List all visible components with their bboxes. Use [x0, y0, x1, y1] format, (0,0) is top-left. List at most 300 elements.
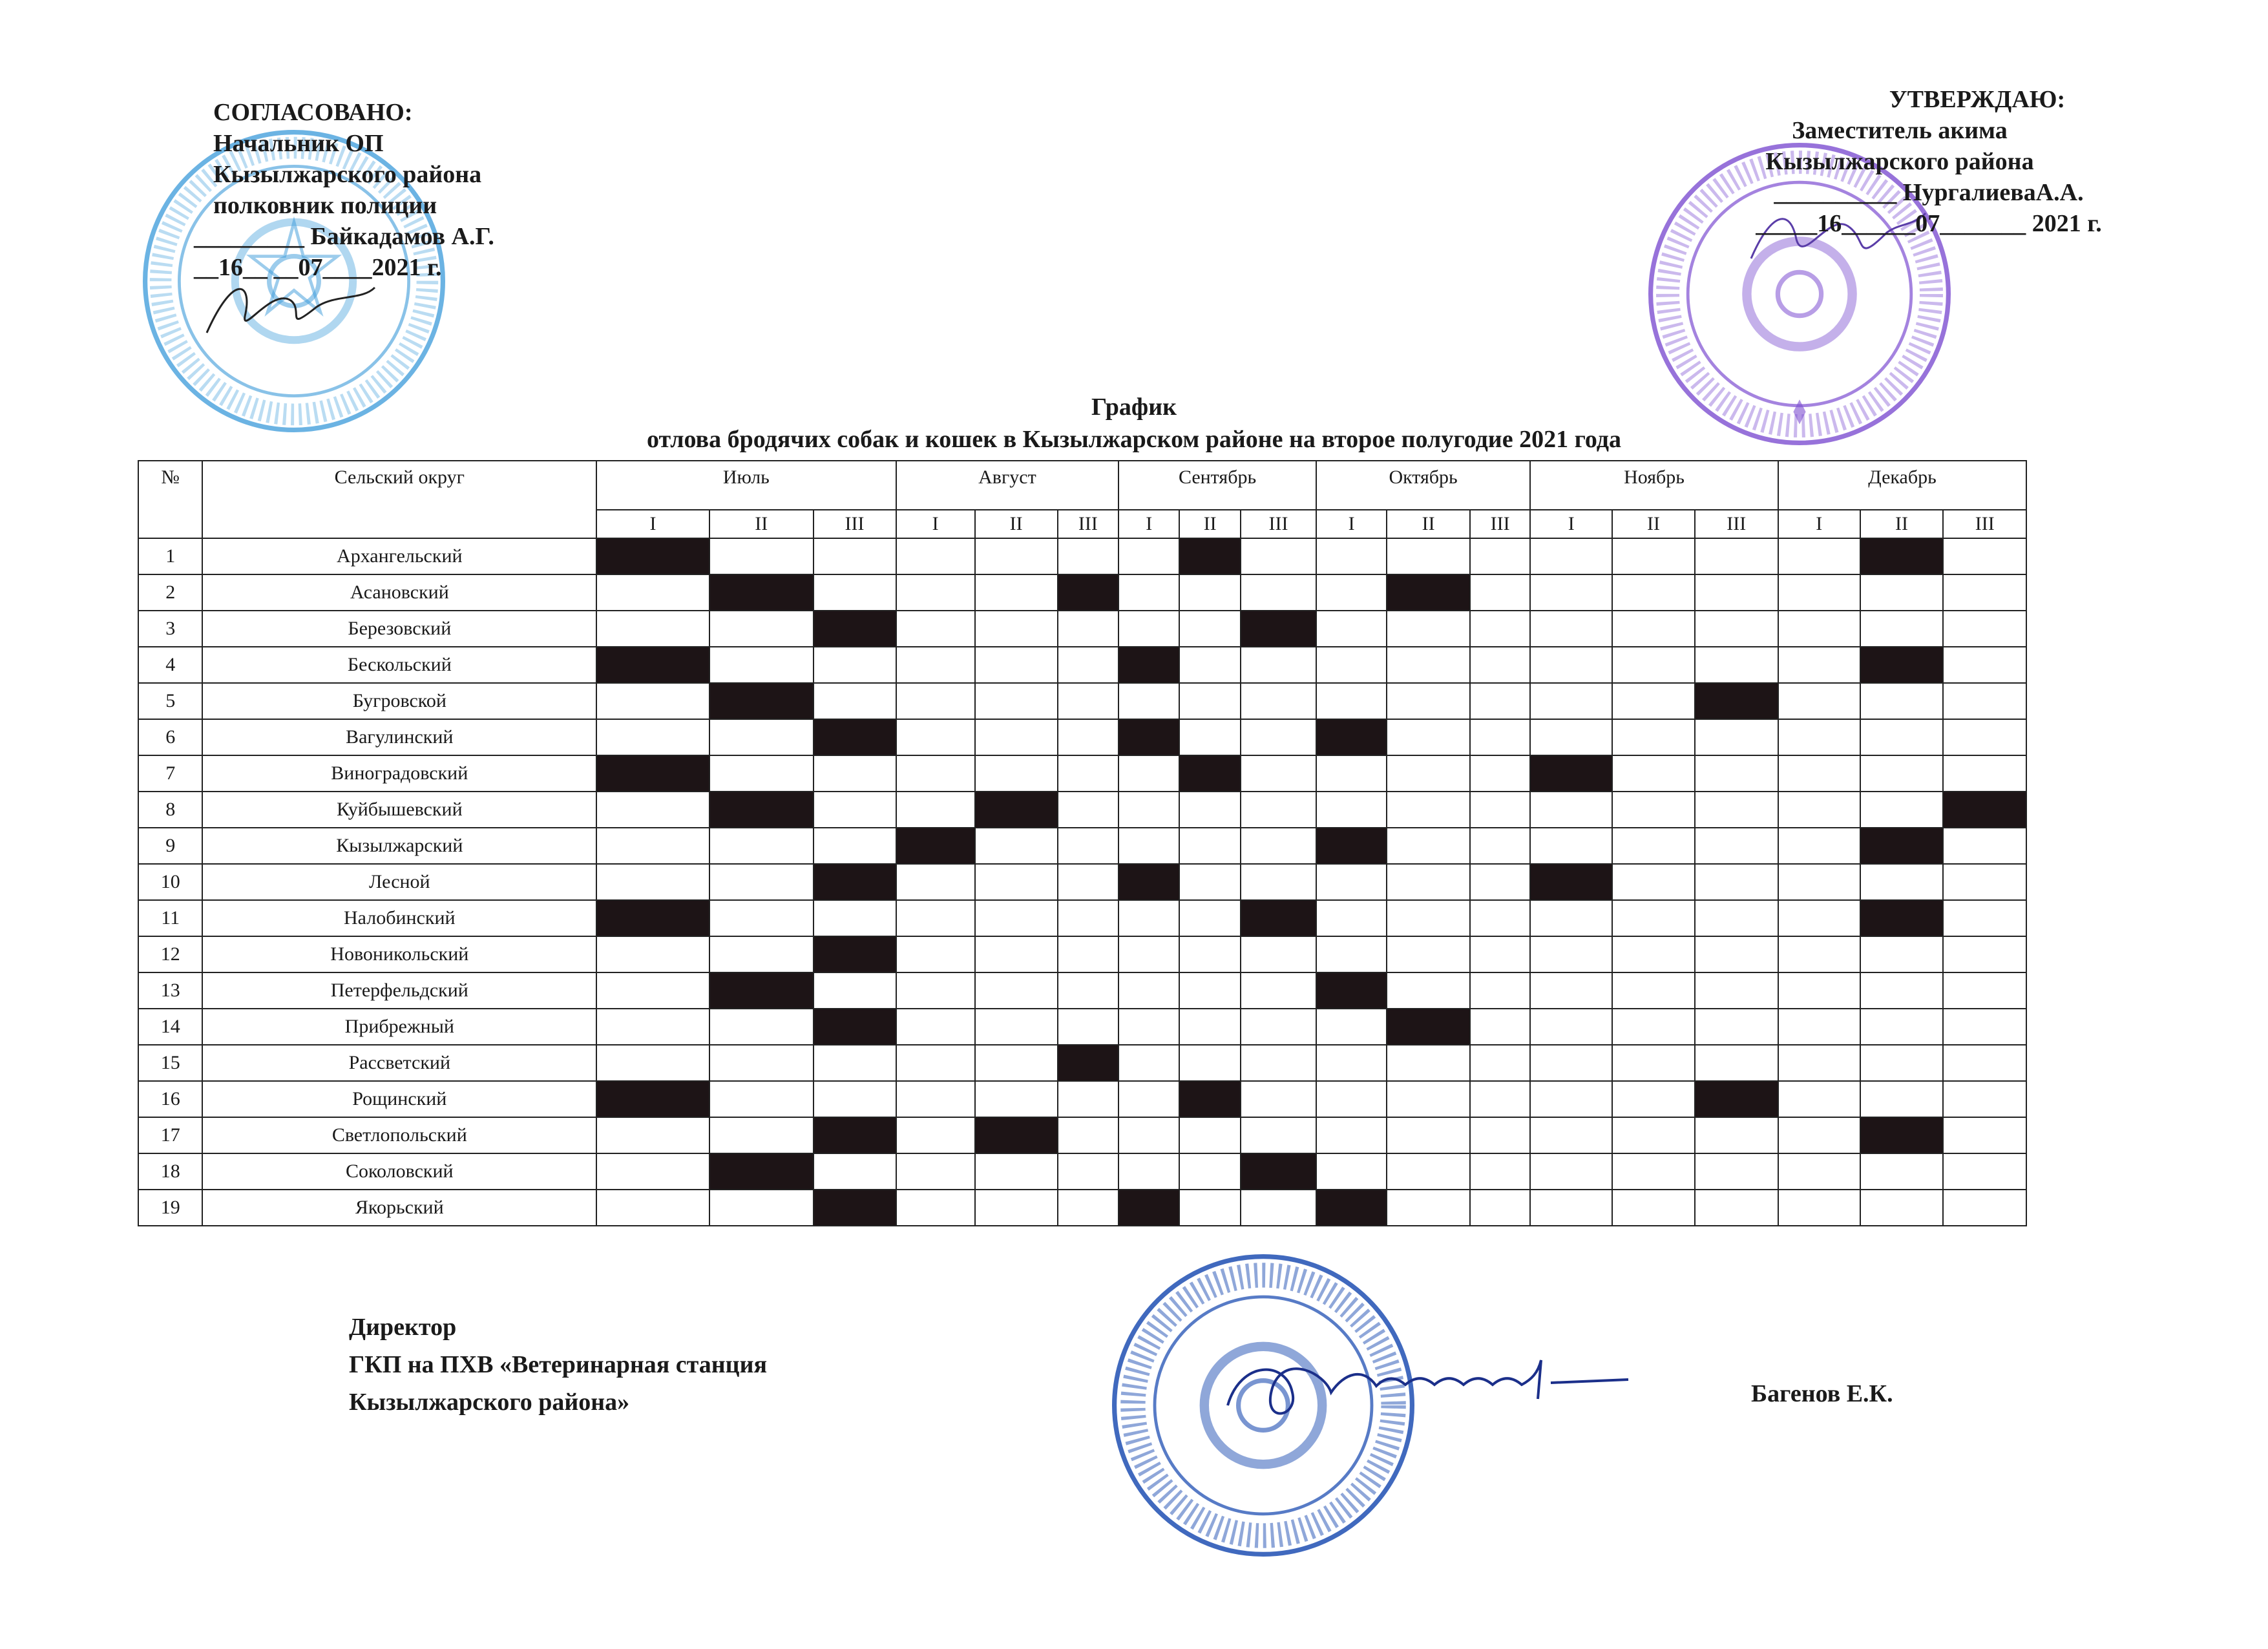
row-number: 10 — [138, 864, 202, 900]
schedule-cell-empty — [896, 538, 975, 574]
schedule-cell-empty — [1058, 972, 1119, 1009]
schedule-cell-empty — [596, 1190, 709, 1226]
schedule-cell-empty — [1778, 792, 1860, 828]
schedule-cell-empty — [1695, 1190, 1778, 1226]
schedule-cell-filled — [814, 1190, 896, 1226]
schedule-cell-empty — [596, 936, 709, 972]
schedule-cell-empty — [975, 647, 1058, 683]
schedule-cell-filled — [1387, 574, 1470, 611]
title-line-1: График — [1091, 394, 1177, 421]
district-name: Березовский — [202, 611, 596, 647]
schedule-cell-empty — [596, 574, 709, 611]
schedule-cell-empty — [975, 936, 1058, 972]
schedule-cell-empty — [1179, 864, 1241, 900]
schedule-cell-empty — [1241, 647, 1316, 683]
schedule-cell-empty — [1316, 1153, 1387, 1190]
schedule-cell-filled — [596, 538, 709, 574]
schedule-cell-empty — [975, 755, 1058, 792]
schedule-cell-empty — [1530, 1190, 1612, 1226]
schedule-cell-empty — [1241, 828, 1316, 864]
schedule-cell-empty — [1316, 611, 1387, 647]
district-name: Архангельский — [202, 538, 596, 574]
row-number: 11 — [138, 900, 202, 936]
schedule-cell-empty — [1778, 719, 1860, 755]
schedule-cell-empty — [1316, 683, 1387, 719]
schedule-cell-empty — [1179, 828, 1241, 864]
schedule-cell-empty — [596, 611, 709, 647]
schedule-cell-empty — [1612, 900, 1695, 936]
schedule-cell-empty — [709, 1117, 814, 1153]
schedule-cell-empty — [1943, 1190, 2026, 1226]
schedule-cell-empty — [814, 683, 896, 719]
schedule-cell-empty — [1058, 792, 1119, 828]
schedule-cell-filled — [1530, 755, 1612, 792]
schedule-cell-empty — [896, 611, 975, 647]
row-number: 12 — [138, 936, 202, 972]
schedule-cell-empty — [709, 1045, 814, 1081]
row-number: 17 — [138, 1117, 202, 1153]
schedule-cell-filled — [1316, 719, 1387, 755]
district-name: Куйбышевский — [202, 792, 596, 828]
schedule-cell-empty — [1241, 1117, 1316, 1153]
table-row — [138, 972, 2267, 1009]
schedule-cell-filled — [1316, 1190, 1387, 1226]
schedule-cell-empty — [1943, 1153, 2026, 1190]
decade-header: III — [1058, 510, 1119, 538]
schedule-cell-empty — [1530, 719, 1612, 755]
schedule-cell-empty — [1695, 1009, 1778, 1045]
schedule-cell-empty — [814, 972, 896, 1009]
schedule-cell-empty — [896, 755, 975, 792]
schedule-cell-empty — [1179, 719, 1241, 755]
schedule-cell-filled — [1179, 755, 1241, 792]
schedule-cell-filled — [1179, 1081, 1241, 1117]
signature-position-1: Директор — [349, 1314, 457, 1341]
schedule-cell-filled — [975, 792, 1058, 828]
schedule-cell-empty — [1241, 936, 1316, 972]
schedule-cell-empty — [1612, 574, 1695, 611]
schedule-cell-filled — [1530, 864, 1612, 900]
schedule-cell-empty — [814, 1081, 896, 1117]
schedule-cell-empty — [1179, 1045, 1241, 1081]
schedule-cell-empty — [1778, 972, 1860, 1009]
schedule-cell-empty — [1612, 538, 1695, 574]
schedule-cell-empty — [1058, 683, 1119, 719]
schedule-cell-empty — [1316, 936, 1387, 972]
signature-block — [349, 1308, 767, 1421]
schedule-cell-empty — [1470, 828, 1530, 864]
schedule-cell-empty — [1179, 683, 1241, 719]
schedule-cell-empty — [1695, 574, 1778, 611]
schedule-cell-empty — [1118, 936, 1179, 972]
decade-header: II — [1860, 510, 1943, 538]
schedule-cell-filled — [709, 792, 814, 828]
schedule-cell-empty — [1387, 683, 1470, 719]
schedule-cell-empty — [1695, 1045, 1778, 1081]
schedule-cell-filled — [1241, 900, 1316, 936]
schedule-cell-empty — [1530, 792, 1612, 828]
schedule-cell-empty — [1387, 864, 1470, 900]
schedule-cell-empty — [1387, 1081, 1470, 1117]
approved-position-1: Начальник ОП — [213, 130, 384, 157]
schedule-cell-empty — [1118, 683, 1179, 719]
month-header: Октябрь — [1316, 461, 1531, 510]
schedule-cell-empty — [1470, 1190, 1530, 1226]
schedule-cell-empty — [975, 972, 1058, 1009]
schedule-cell-empty — [975, 1045, 1058, 1081]
row-number: 18 — [138, 1153, 202, 1190]
schedule-cell-empty — [1470, 1009, 1530, 1045]
schedule-cell-empty — [896, 1117, 975, 1153]
schedule-cell-empty — [1695, 828, 1778, 864]
row-number: 2 — [138, 574, 202, 611]
district-name: Бескольский — [202, 647, 596, 683]
schedule-cell-empty — [1241, 972, 1316, 1009]
schedule-cell-empty — [896, 1009, 975, 1045]
schedule-cell-empty — [1118, 1045, 1179, 1081]
schedule-cell-empty — [1695, 936, 1778, 972]
schedule-cell-empty — [1118, 972, 1179, 1009]
schedule-cell-empty — [1058, 1153, 1119, 1190]
schedule-cell-empty — [1470, 755, 1530, 792]
month-header: Август — [896, 461, 1119, 510]
schedule-cell-empty — [1612, 864, 1695, 900]
schedule-cell-empty — [709, 1190, 814, 1226]
schedule-cell-empty — [1387, 972, 1470, 1009]
schedule-cell-empty — [1530, 828, 1612, 864]
schedule-cell-empty — [1612, 755, 1695, 792]
schedule-cell-empty — [709, 647, 814, 683]
schedule-cell-empty — [975, 574, 1058, 611]
schedule-cell-filled — [814, 1009, 896, 1045]
schedule-cell-empty — [1470, 864, 1530, 900]
schedule-cell-filled — [1860, 538, 1943, 574]
schedule-cell-filled — [1241, 1153, 1316, 1190]
schedule-cell-empty — [1612, 792, 1695, 828]
schedule-cell-empty — [1118, 1081, 1179, 1117]
schedule-cell-empty — [1179, 611, 1241, 647]
month-header: Июль — [596, 461, 896, 510]
approved-block — [194, 97, 494, 283]
schedule-cell-empty — [1058, 719, 1119, 755]
schedule-cell-empty — [596, 864, 709, 900]
schedule-cell-empty — [596, 828, 709, 864]
schedule-cell-empty — [1316, 1117, 1387, 1153]
schedule-cell-empty — [896, 936, 975, 972]
schedule-cell-empty — [1316, 900, 1387, 936]
schedule-cell-empty — [1860, 1045, 1943, 1081]
schedule-cell-empty — [1612, 1045, 1695, 1081]
schedule-cell-filled — [1058, 574, 1119, 611]
schedule-cell-empty — [1470, 1153, 1530, 1190]
table-row — [138, 936, 2267, 972]
schedule-cell-empty — [814, 900, 896, 936]
schedule-cell-empty — [1943, 719, 2026, 755]
schedule-cell-filled — [1058, 1045, 1119, 1081]
schedule-cell-empty — [1778, 755, 1860, 792]
schedule-cell-empty — [896, 1153, 975, 1190]
decade-header: I — [1316, 510, 1387, 538]
schedule-cell-empty — [975, 864, 1058, 900]
schedule-cell-empty — [1695, 538, 1778, 574]
schedule-cell-empty — [1530, 647, 1612, 683]
schedule-cell-empty — [1860, 719, 1943, 755]
signature-position-3: Кызылжарского района» — [349, 1389, 630, 1416]
schedule-cell-empty — [1241, 683, 1316, 719]
approved-heading: СОГЛАСОВАНО: — [213, 99, 413, 126]
district-name: Налобинский — [202, 900, 596, 936]
schedule-body — [138, 538, 2267, 1226]
schedule-cell-empty — [1118, 611, 1179, 647]
schedule-cell-empty — [1316, 574, 1387, 611]
table-row — [138, 683, 2267, 719]
table-row — [138, 719, 2267, 755]
schedule-cell-empty — [1241, 792, 1316, 828]
approved-name-line: _________ Байкадамов А.Г. — [194, 223, 494, 250]
column-header-district: Сельский округ — [202, 461, 596, 538]
schedule-cell-empty — [1695, 864, 1778, 900]
decade-header: II — [1612, 510, 1695, 538]
schedule-cell-empty — [814, 1045, 896, 1081]
schedule-cell-filled — [814, 864, 896, 900]
schedule-cell-empty — [1860, 1153, 1943, 1190]
schedule-cell-empty — [596, 1117, 709, 1153]
schedule-cell-filled — [1860, 1117, 1943, 1153]
confirm-block — [1667, 84, 2132, 239]
schedule-cell-empty — [975, 828, 1058, 864]
schedule-cell-empty — [1943, 936, 2026, 972]
schedule-cell-empty — [896, 719, 975, 755]
schedule-cell-filled — [596, 647, 709, 683]
schedule-cell-empty — [1530, 900, 1612, 936]
schedule-cell-empty — [1058, 538, 1119, 574]
schedule-cell-empty — [1470, 647, 1530, 683]
schedule-cell-empty — [1058, 1081, 1119, 1117]
schedule-cell-empty — [1470, 611, 1530, 647]
schedule-cell-empty — [1179, 647, 1241, 683]
schedule-cell-empty — [1058, 611, 1119, 647]
schedule-cell-empty — [1943, 538, 2026, 574]
schedule-cell-empty — [1530, 1117, 1612, 1153]
schedule-cell-filled — [1179, 538, 1241, 574]
schedule-cell-empty — [1470, 1081, 1530, 1117]
approved-date-line: __16__ __07____2021 г. — [194, 254, 442, 281]
schedule-cell-empty — [1695, 647, 1778, 683]
schedule-cell-empty — [709, 900, 814, 936]
schedule-cell-empty — [1530, 1153, 1612, 1190]
schedule-cell-empty — [896, 1045, 975, 1081]
table-row — [138, 792, 2267, 828]
schedule-cell-empty — [1943, 647, 2026, 683]
row-number: 13 — [138, 972, 202, 1009]
district-name: Петерфельдский — [202, 972, 596, 1009]
schedule-cell-empty — [1530, 936, 1612, 972]
schedule-cell-empty — [709, 864, 814, 900]
schedule-cell-filled — [975, 1117, 1058, 1153]
schedule-cell-empty — [596, 972, 709, 1009]
schedule-cell-empty — [814, 828, 896, 864]
schedule-cell-empty — [1387, 611, 1470, 647]
table-row — [138, 647, 2267, 683]
approved-rank: полковник полиции — [213, 192, 437, 219]
approved-position-2: Кызылжарского района — [213, 161, 482, 188]
document-title — [0, 391, 2268, 456]
schedule-cell-empty — [1695, 1153, 1778, 1190]
schedule-cell-empty — [1179, 900, 1241, 936]
schedule-cell-empty — [1387, 936, 1470, 972]
district-name: Прибрежный — [202, 1009, 596, 1045]
decade-header: I — [596, 510, 709, 538]
schedule-cell-empty — [1778, 1009, 1860, 1045]
schedule-cell-empty — [1241, 1045, 1316, 1081]
schedule-cell-empty — [1695, 611, 1778, 647]
schedule-cell-empty — [1470, 574, 1530, 611]
schedule-cell-empty — [975, 1153, 1058, 1190]
schedule-cell-empty — [709, 755, 814, 792]
schedule-cell-empty — [709, 1081, 814, 1117]
signature-director — [1215, 1347, 1667, 1438]
schedule-cell-empty — [1778, 900, 1860, 936]
schedule-cell-empty — [1179, 1117, 1241, 1153]
schedule-cell-empty — [975, 900, 1058, 936]
schedule-cell-empty — [1530, 538, 1612, 574]
schedule-cell-empty — [1058, 647, 1119, 683]
schedule-cell-filled — [1118, 719, 1179, 755]
schedule-cell-empty — [1316, 647, 1387, 683]
schedule-cell-empty — [1778, 1190, 1860, 1226]
schedule-cell-empty — [975, 538, 1058, 574]
schedule-cell-empty — [1860, 864, 1943, 900]
schedule-cell-empty — [1387, 1153, 1470, 1190]
schedule-cell-empty — [1778, 1153, 1860, 1190]
schedule-cell-empty — [1241, 574, 1316, 611]
schedule-cell-empty — [1387, 792, 1470, 828]
schedule-cell-empty — [1118, 1009, 1179, 1045]
schedule-cell-empty — [1387, 719, 1470, 755]
row-number: 8 — [138, 792, 202, 828]
district-name: Якорьский — [202, 1190, 596, 1226]
decade-header: III — [1241, 510, 1316, 538]
schedule-cell-empty — [1530, 683, 1612, 719]
schedule-cell-empty — [814, 574, 896, 611]
row-number: 1 — [138, 538, 202, 574]
row-number: 4 — [138, 647, 202, 683]
schedule-cell-empty — [1470, 936, 1530, 972]
schedule-cell-empty — [896, 1190, 975, 1226]
schedule-cell-empty — [1860, 611, 1943, 647]
schedule-cell-empty — [709, 936, 814, 972]
schedule-cell-filled — [1316, 972, 1387, 1009]
decade-header: III — [1943, 510, 2026, 538]
schedule-cell-empty — [1058, 1009, 1119, 1045]
schedule-cell-empty — [1316, 755, 1387, 792]
decade-header: I — [1530, 510, 1612, 538]
schedule-cell-filled — [1695, 683, 1778, 719]
schedule-cell-empty — [1530, 1009, 1612, 1045]
schedule-cell-filled — [1387, 1009, 1470, 1045]
schedule-cell-empty — [1387, 900, 1470, 936]
schedule-cell-empty — [1943, 611, 2026, 647]
schedule-cell-empty — [1179, 1009, 1241, 1045]
schedule-cell-empty — [1179, 792, 1241, 828]
confirm-position-2: Кызылжарского района — [1765, 148, 2034, 175]
schedule-cell-empty — [1118, 538, 1179, 574]
schedule-cell-empty — [1695, 755, 1778, 792]
district-name: Рощинский — [202, 1081, 596, 1117]
schedule-cell-empty — [1387, 647, 1470, 683]
schedule-cell-empty — [1612, 719, 1695, 755]
schedule-cell-empty — [814, 647, 896, 683]
schedule-cell-empty — [1778, 936, 1860, 972]
schedule-cell-empty — [1860, 1190, 1943, 1226]
schedule-cell-empty — [1118, 828, 1179, 864]
schedule-cell-empty — [896, 792, 975, 828]
confirm-heading: УТВЕРЖДАЮ: — [1889, 86, 2066, 113]
schedule-cell-empty — [596, 792, 709, 828]
district-name: Лесной — [202, 864, 596, 900]
schedule-cell-empty — [1470, 538, 1530, 574]
schedule-cell-empty — [1058, 900, 1119, 936]
decade-header: III — [814, 510, 896, 538]
title-line-2: отлова бродячих собак и кошек в Кызылжарском районе на второе полугодие 2021 года — [646, 426, 1622, 453]
row-number: 5 — [138, 683, 202, 719]
table-row — [138, 1190, 2267, 1226]
schedule-cell-filled — [596, 900, 709, 936]
district-name: Асановский — [202, 574, 596, 611]
decade-header: II — [709, 510, 814, 538]
schedule-cell-empty — [596, 719, 709, 755]
decade-header: II — [1179, 510, 1241, 538]
schedule-cell-filled — [596, 1081, 709, 1117]
district-name: Новоникольский — [202, 936, 596, 972]
schedule-cell-empty — [1943, 1009, 2026, 1045]
schedule-cell-empty — [1612, 972, 1695, 1009]
schedule-cell-empty — [1778, 683, 1860, 719]
table-row — [138, 1153, 2267, 1190]
schedule-cell-empty — [1943, 864, 2026, 900]
schedule-cell-empty — [975, 719, 1058, 755]
signature-name: Багенов Е.К. — [1751, 1380, 1893, 1407]
schedule-cell-empty — [1118, 1117, 1179, 1153]
decade-header: I — [1118, 510, 1179, 538]
schedule-cell-empty — [896, 574, 975, 611]
schedule-cell-empty — [1179, 1153, 1241, 1190]
schedule-cell-empty — [1860, 1081, 1943, 1117]
confirm-position-1: Заместитель акима — [1792, 117, 2008, 144]
schedule-cell-empty — [1470, 972, 1530, 1009]
schedule-cell-empty — [1943, 900, 2026, 936]
schedule-cell-filled — [709, 574, 814, 611]
schedule-cell-empty — [1943, 1045, 2026, 1081]
schedule-cell-filled — [1695, 1081, 1778, 1117]
schedule-cell-empty — [1316, 864, 1387, 900]
schedule-cell-empty — [975, 1081, 1058, 1117]
table-row — [138, 900, 2267, 936]
schedule-cell-empty — [1241, 755, 1316, 792]
schedule-cell-empty — [1530, 1045, 1612, 1081]
schedule-cell-empty — [1470, 792, 1530, 828]
schedule-cell-empty — [896, 864, 975, 900]
signature-position-2: ГКП на ПХВ «Ветеринарная станция — [349, 1351, 768, 1378]
schedule-cell-empty — [596, 1009, 709, 1045]
table-row — [138, 1009, 2267, 1045]
schedule-cell-empty — [1387, 538, 1470, 574]
schedule-cell-filled — [814, 1117, 896, 1153]
schedule-cell-empty — [1058, 828, 1119, 864]
schedule-cell-filled — [1316, 828, 1387, 864]
schedule-cell-empty — [896, 683, 975, 719]
schedule-cell-empty — [1241, 719, 1316, 755]
